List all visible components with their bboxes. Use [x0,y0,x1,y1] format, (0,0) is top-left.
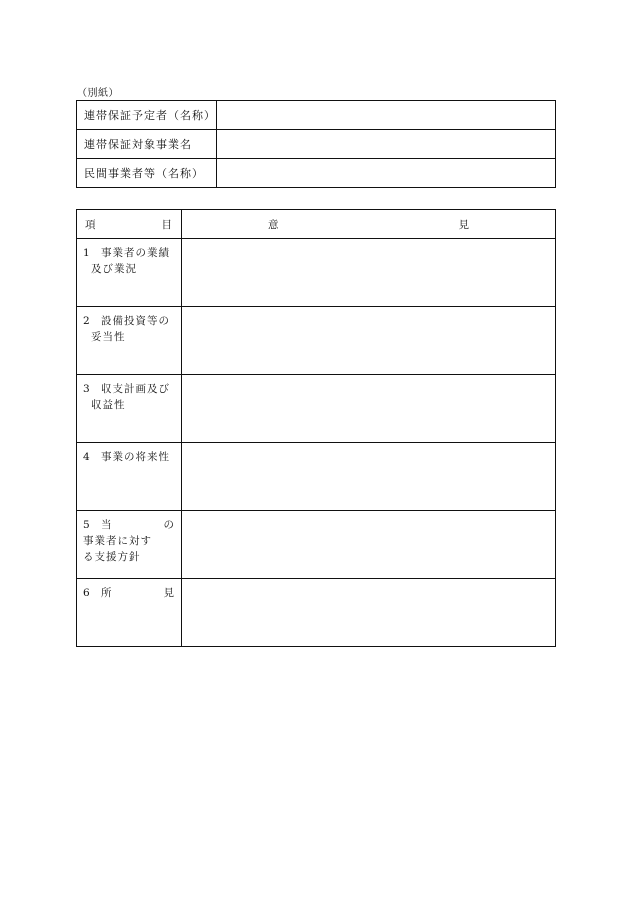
info-row [77,130,556,159]
header-opinion-char-1: 意 [268,218,279,231]
header-item [77,210,182,239]
item-text: 設備投資等の [101,315,170,327]
item-text: 事業者に対す [83,535,152,547]
evaluation-row [77,375,556,443]
annex-label: （別紙） [77,88,119,99]
evaluation-row [77,239,556,307]
item-number: 5 [83,519,91,531]
opinion-cell[interactable] [182,511,556,579]
info-row [77,159,556,188]
item-text: 及び業況 [91,263,137,275]
item-text: 収益性 [91,399,126,411]
item-cell [77,375,182,443]
opinion-cell[interactable] [182,239,556,307]
opinion-cell[interactable] [182,443,556,511]
evaluation-header-row [77,210,556,239]
item-number: 6 [83,587,91,599]
item-number: 2 [83,315,91,327]
info-label-guarantor: 連帯保証予定者（名称） [77,101,217,130]
opinion-cell[interactable] [182,307,556,375]
item-text: 見 [163,587,175,599]
item-text: 事業者の業績 [101,247,170,259]
info-value-business[interactable] [217,159,556,188]
header-item-char-1: 項 [85,218,96,231]
evaluation-row [77,443,556,511]
opinion-cell[interactable] [182,579,556,647]
info-value-guarantor[interactable] [217,101,556,130]
item-cell [77,443,182,511]
info-value-project[interactable] [217,130,556,159]
item-text: る支援方針 [83,551,141,563]
header-item-char-2: 目 [161,218,172,231]
item-cell [77,511,182,579]
item-number: 1 [83,247,91,259]
item-text: の [163,519,175,531]
item-text: 事業の将来性 [101,451,170,463]
evaluation-table [76,209,556,647]
item-cell [77,239,182,307]
opinion-cell[interactable] [182,375,556,443]
evaluation-row [77,511,556,579]
info-label-project: 連帯保証対象事業名 [77,130,217,159]
item-text: 妥当性 [91,331,126,343]
header-opinion-char-2: 見 [458,218,469,231]
header-opinion [182,210,556,239]
evaluation-row [77,579,556,647]
item-text: 当 [101,519,113,531]
info-row [77,101,556,130]
item-cell [77,579,182,647]
item-text: 収支計画及び [101,383,170,395]
evaluation-row [77,307,556,375]
info-table [76,100,556,188]
item-cell [77,307,182,375]
item-number: 3 [83,383,91,395]
info-label-business: 民間事業者等（名称） [77,159,217,188]
item-text: 所 [101,587,113,599]
item-number: 4 [83,451,91,463]
